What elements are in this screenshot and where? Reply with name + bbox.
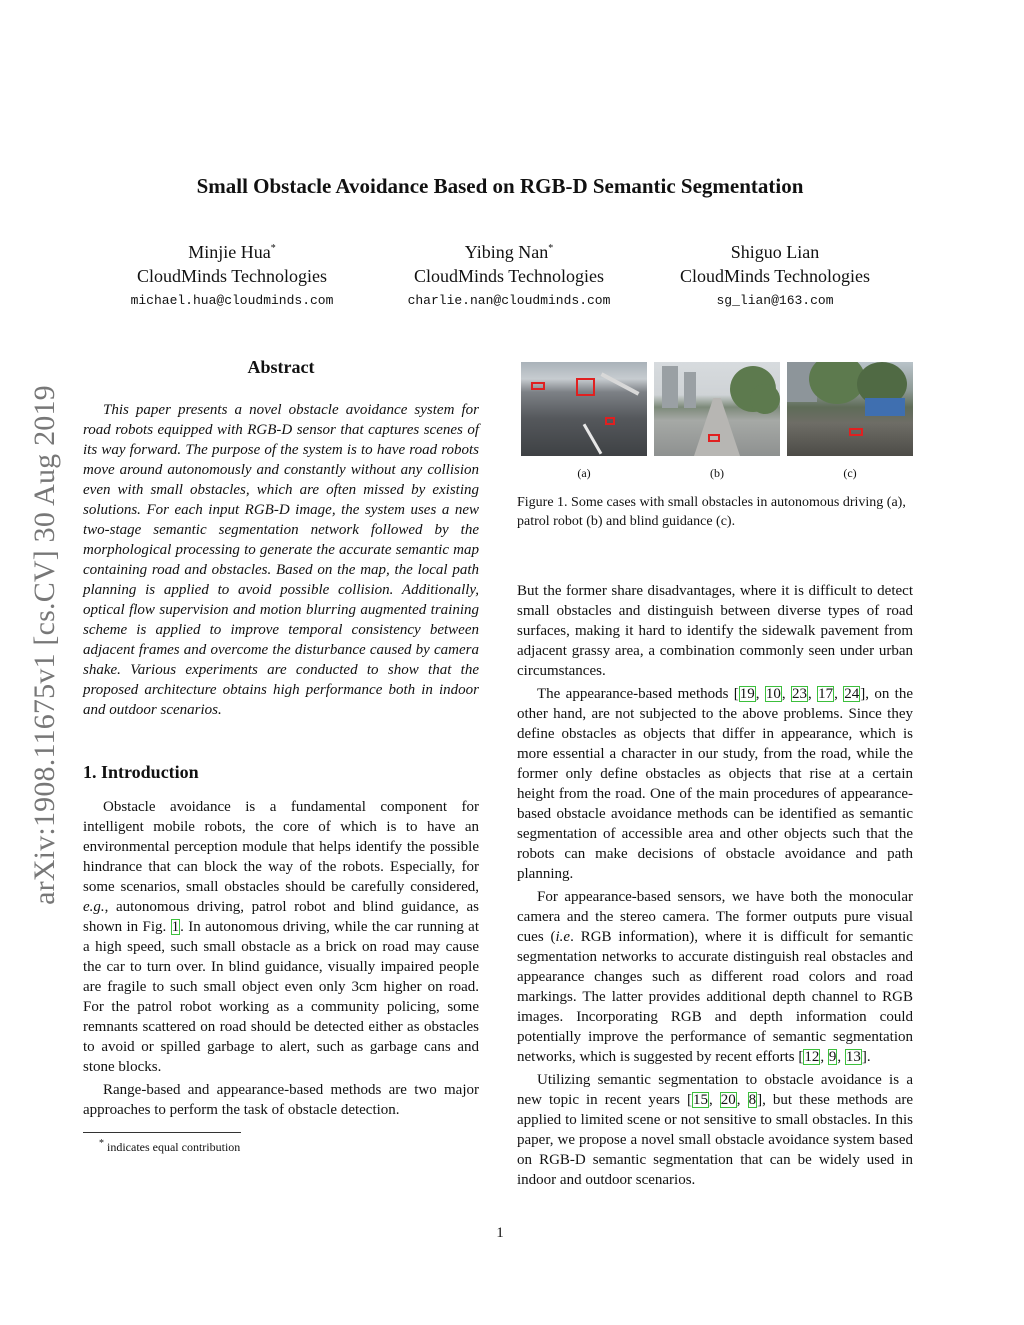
- introduction-heading: 1. Introduction: [83, 762, 199, 782]
- figure-panel-b: [654, 362, 780, 481]
- citation-link[interactable]: 8: [748, 1092, 757, 1108]
- left-column: [83, 357, 479, 1155]
- right-paragraph-3: For appearance-based sensors, we have both the monocular camera and the stereo camera. The former outputs pure visual cues (i.e. RGB information), where it is difficult for semantic segmentation networks to accurate distinguish real obstacles and appearance changes such as different road colors and road markings. The latter provides additional depth channel to RGB images. Incorporating RGB and depth information could potentially improve the performance of semantic segmentation networks, which is suggested by recent efforts [12, 9, 13].: [517, 889, 913, 1065]
- author-email[interactable]: sg_lian@163.com: [716, 293, 834, 308]
- citation-link[interactable]: 24: [844, 686, 860, 702]
- obstacle-bounding-box: [605, 417, 615, 425]
- author-name: Yibing Nan: [464, 242, 549, 262]
- obstacle-bounding-box: [576, 378, 595, 396]
- author-3: [635, 240, 915, 313]
- footnote-mark: *: [99, 1138, 104, 1149]
- author-affiliation: CloudMinds Technologies: [414, 266, 604, 286]
- paper-title: Small Obstacle Avoidance Based on RGB-D Semantic Segmentation: [196, 174, 804, 198]
- citation-link[interactable]: 17: [818, 686, 834, 702]
- figure-subcaption: (c): [843, 466, 857, 480]
- author-2: [369, 240, 649, 313]
- author-block: [0, 240, 1000, 320]
- street-photo: [787, 362, 913, 456]
- right-column: [517, 362, 913, 1193]
- intro-paragraph-1: Obstacle avoidance is a fundamental component for intelligent mobile robots, the core of which is to have an environmental perception module that helps identify the possible hindrance that can block the way of the robots. Especially, for some scenarios, small obstacles should be carefully considered, e.g., autonomous driving, patrol robot and blind guidance, as shown in Fig. 1. In autonomous driving, while the car running at a high speed, such small obstacle as a brick on road may cause the car to turn over. In blind guidance, visually impaired people are fragile to such small object even only 3cm higher on road. For the patrol robot working as a community policing, some remnants scattered on road should be detected either as obstacles to avoid or spilled garbage to alert, such as garbage cans and stone blocks.: [83, 799, 479, 1075]
- right-paragraph-1: But the former share disadvantages, where it is difficult to detect small obstacles and distinguish between diverse types of road surfaces, making it hard to identify the sidewalk pavement from adjacent grassy area, a combination commonly seen under urban circumstances.: [517, 583, 913, 679]
- obstacle-bounding-box: [708, 434, 720, 442]
- figure-reference-link[interactable]: 1: [171, 919, 180, 935]
- author-email[interactable]: michael.hua@cloudminds.com: [130, 293, 334, 308]
- right-paragraph-4: Utilizing semantic segmentation to obstacle avoidance is a new topic in recent years [15, 20, 8], but these methods are applied to limited scene or not sensitive to small obstacles. In this paper, we propose a novel small obstacle avoidance system based on RGB-D semantic segmentation that can be widely used in indoor and outdoor scenarios.: [517, 1072, 914, 1188]
- obstacle-bounding-box: [531, 382, 545, 390]
- citation-link[interactable]: 20: [720, 1092, 736, 1108]
- intro-paragraph-2: Range-based and appearance-based methods are two major approaches to perform the task of obstacle detection.: [83, 1082, 479, 1118]
- figure-1: [521, 362, 913, 481]
- author-name: Minjie Hua: [188, 242, 271, 262]
- author-affiliation: CloudMinds Technologies: [137, 266, 327, 286]
- citation-link[interactable]: 10: [765, 686, 781, 702]
- citation-link[interactable]: 12: [804, 1049, 820, 1065]
- footnote-divider: [83, 1132, 241, 1133]
- author-name: Shiguo Lian: [730, 242, 820, 262]
- citation-link[interactable]: 9: [828, 1049, 837, 1065]
- arxiv-identifier-text: arXiv:1908.11675v1 [cs.CV] 30 Aug 2019: [28, 385, 62, 905]
- citation-link[interactable]: 23: [792, 686, 808, 702]
- author-email[interactable]: charlie.nan@cloudminds.com: [407, 293, 611, 308]
- abstract-heading: Abstract: [247, 357, 315, 377]
- author-1: [92, 240, 372, 313]
- figure-subcaption: (a): [577, 466, 591, 480]
- figure-panel-a: [521, 362, 647, 481]
- abstract-text: This paper presents a novel obstacle avoidance system for road robots equipped with RGB-D sensor that captures scenes of its way forward. The purpose of the system is to have road robots move around autonomously and constantly without any collision even with small obstacles, which are often missed by existing solutions. For each input RGB-D image, the system uses a new two-stage semantic segmentation network followed by the morphological processing to generate the accurate semantic map containing road and obstacles. Based on the map, the local path planning is applied to avoid possible collision. Additionally, optical flow supervision and motion blurring augmented training scheme is applied to improve temporal consistency between adjacent frames and overcome the disturbance caused by camera shake. Various experiments are conducted to show that the proposed architecture obtains high performance both in indoor and outdoor scenarios.: [83, 402, 479, 718]
- highway-road-photo: [521, 362, 647, 456]
- citation-link[interactable]: 15: [693, 1092, 709, 1108]
- figure-panel-c: [787, 362, 913, 481]
- figure-caption: Figure 1. Some cases with small obstacles in autonomous driving (a), patrol robot (b) and blind guidance (c).: [517, 495, 906, 529]
- obstacle-bounding-box: [849, 428, 863, 436]
- right-paragraph-2: The appearance-based methods [19, 10, 23, 17, 24], on the other hand, are not subjected to the above problems. Since they define obstacles as objects that differ in appearance, which is more essential a character in our study, from the road, while the former only define obstacles as objects that rise at a certain height from the road. One of the main procedures of appearance-based obstacle avoidance methods can be identified as semantic segmentation of accessible area and other objects such that the robots can make decisions of obstacle avoidance and path planning.: [517, 686, 914, 882]
- sidewalk-photo: [654, 362, 780, 456]
- arxiv-identifier: [30, 345, 60, 945]
- equal-contribution-mark: *: [270, 243, 276, 254]
- equal-contribution-mark: *: [548, 243, 554, 254]
- page-number: 1: [496, 1225, 504, 1241]
- footnote: * indicates equal contribution: [99, 1138, 241, 1154]
- figure-subcaption: (b): [710, 466, 724, 480]
- author-affiliation: CloudMinds Technologies: [680, 266, 870, 286]
- citation-link[interactable]: 19: [739, 686, 755, 702]
- citation-link[interactable]: 13: [845, 1049, 861, 1065]
